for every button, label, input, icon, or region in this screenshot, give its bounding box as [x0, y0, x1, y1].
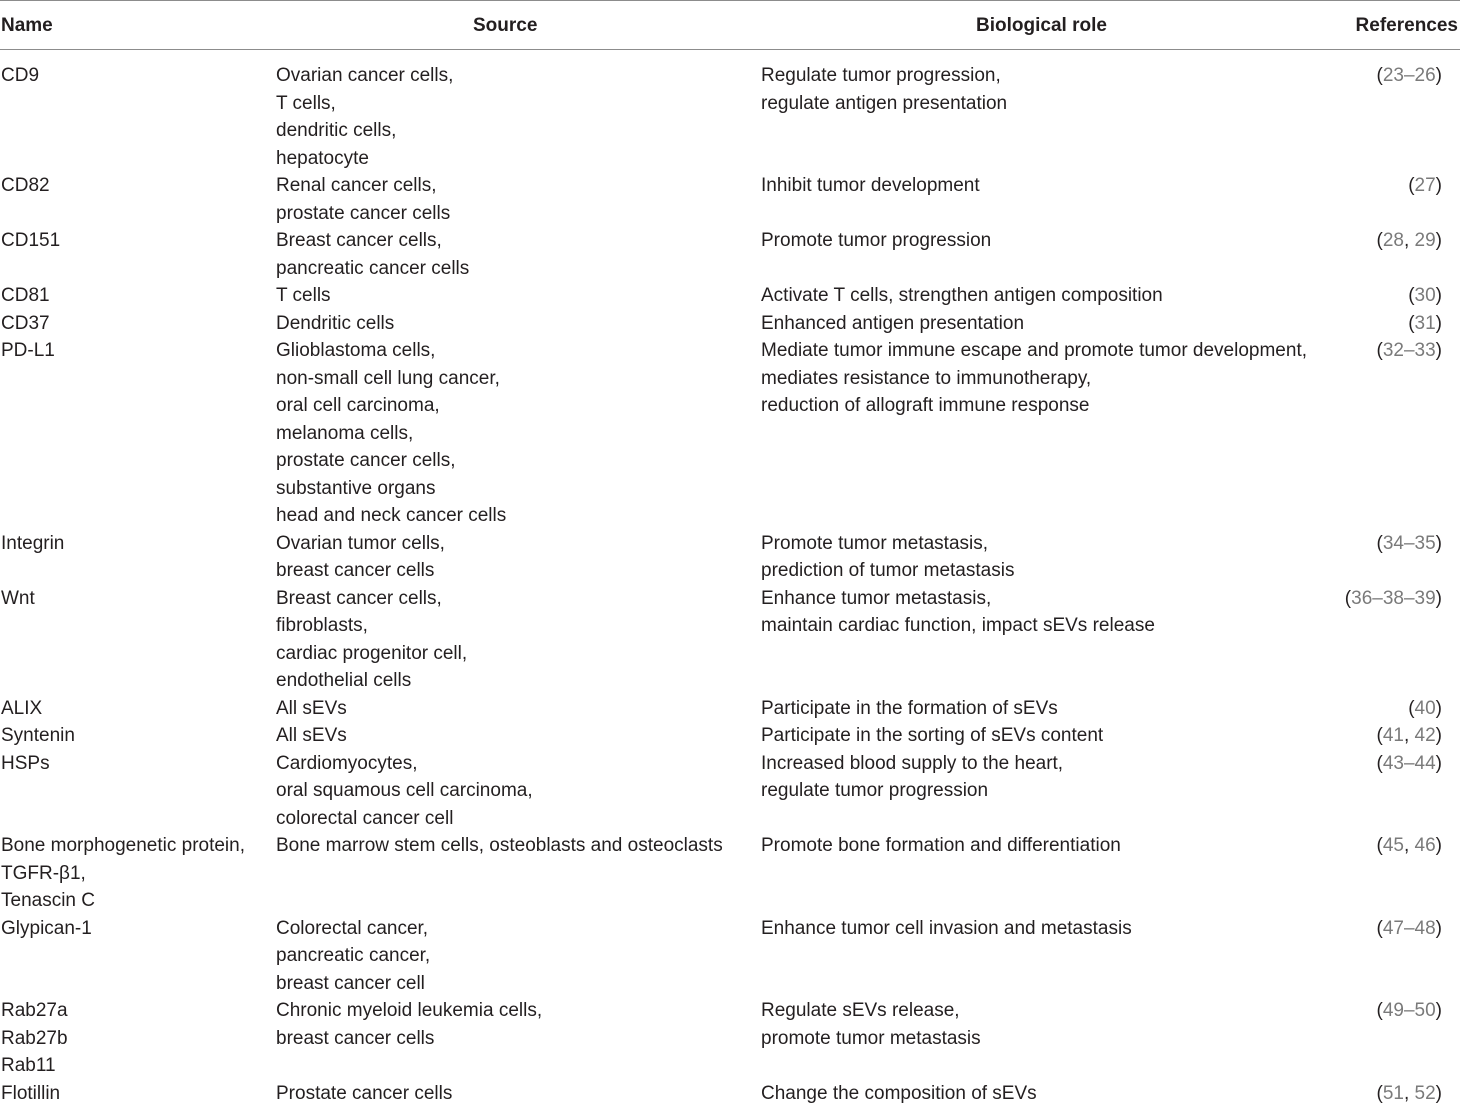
- reference-link[interactable]: 27: [1415, 175, 1436, 196]
- table-row: [0, 530, 1460, 585]
- cell-source-line: pancreatic cancer,: [276, 942, 756, 970]
- table-row: [0, 282, 1460, 310]
- table-row: [0, 997, 1460, 1080]
- cell-biological-role: [761, 172, 1351, 200]
- cell-source-line: Glioblastoma cells,: [276, 337, 756, 365]
- cell-biological-role-line: Regulate tumor progression,: [761, 62, 1351, 90]
- cell-source-line: Breast cancer cells,: [276, 227, 756, 255]
- cell-source-line: Ovarian cancer cells,: [276, 62, 756, 90]
- cell-source: [276, 310, 756, 338]
- cell-references: (27): [1408, 172, 1442, 200]
- cell-name: [1, 337, 273, 365]
- cell-biological-role-line: Mediate tumor immune escape and promote tumor development,: [761, 337, 1351, 365]
- cell-references: (49–50): [1377, 997, 1443, 1025]
- cell-references: (32–33): [1377, 337, 1443, 365]
- table-row: [0, 337, 1460, 530]
- cell-source: [276, 915, 756, 998]
- cell-source: [276, 1080, 756, 1107]
- cell-references: (30): [1408, 282, 1442, 310]
- table-row: [0, 750, 1460, 833]
- cell-source-line: breast cancer cell: [276, 970, 756, 998]
- cell-name: [1, 695, 273, 723]
- cell-biological-role-line: promote tumor metastasis: [761, 1025, 1351, 1053]
- cell-biological-role: [761, 832, 1351, 860]
- cell-name-line: Glypican-1: [1, 915, 273, 943]
- cell-references: (40): [1408, 695, 1442, 723]
- cell-name-line: CD82: [1, 172, 273, 200]
- cell-source: [276, 832, 756, 860]
- cell-biological-role-line: Enhance tumor cell invasion and metastasis: [761, 915, 1351, 943]
- cell-biological-role: [761, 282, 1351, 310]
- cell-references: (41, 42): [1377, 722, 1443, 750]
- table-row: [0, 310, 1460, 338]
- table-header: [0, 0, 1460, 50]
- reference-link[interactable]: 23–26: [1383, 65, 1436, 86]
- cell-biological-role: [761, 1080, 1351, 1107]
- reference-link[interactable]: 46: [1415, 835, 1436, 856]
- cell-biological-role-line: Promote bone formation and differentiation: [761, 832, 1351, 860]
- cell-source: [276, 585, 756, 695]
- table-row: [0, 915, 1460, 998]
- cell-name: [1, 1080, 273, 1107]
- cell-source: [276, 750, 756, 833]
- reference-link[interactable]: 49–50: [1383, 1000, 1436, 1021]
- cell-name: [1, 227, 273, 255]
- cell-name-line: Wnt: [1, 585, 273, 613]
- header-references: References: [1356, 14, 1458, 38]
- reference-link[interactable]: 28: [1383, 230, 1404, 251]
- cell-source-line: Colorectal cancer,: [276, 915, 756, 943]
- cell-name-line: CD151: [1, 227, 273, 255]
- reference-link[interactable]: 31: [1415, 313, 1436, 334]
- cell-biological-role-line: Inhibit tumor development: [761, 172, 1351, 200]
- table-row: [0, 832, 1460, 915]
- cell-source: [276, 997, 756, 1052]
- cell-biological-role-line: Participate in the formation of sEVs: [761, 695, 1351, 723]
- reference-link[interactable]: 40: [1415, 698, 1436, 719]
- cell-source-line: breast cancer cells: [276, 1025, 756, 1053]
- cell-biological-role-line: mediates resistance to immunotherapy,: [761, 365, 1351, 393]
- cell-name-line: HSPs: [1, 750, 273, 778]
- reference-link[interactable]: 36–38–39: [1351, 588, 1436, 609]
- cell-references: (34–35): [1377, 530, 1443, 558]
- cell-biological-role: [761, 227, 1351, 255]
- table-row: [0, 227, 1460, 282]
- cell-name-line: CD9: [1, 62, 273, 90]
- cell-name-line: TGFR-β1,: [1, 860, 273, 888]
- cell-name-line: Flotillin: [1, 1080, 273, 1107]
- cell-name: [1, 750, 273, 778]
- cell-source-line: T cells: [276, 282, 756, 310]
- cell-source-line: oral squamous cell carcinoma,: [276, 777, 756, 805]
- cell-name: [1, 282, 273, 310]
- cell-source: [276, 172, 756, 227]
- cell-name: [1, 172, 273, 200]
- cell-biological-role: [761, 997, 1351, 1052]
- cell-name-line: Bone morphogenetic protein,: [1, 832, 273, 860]
- cell-source-line: Bone marrow stem cells, osteoblasts and osteoclasts: [276, 832, 756, 860]
- cell-biological-role: [761, 722, 1351, 750]
- cell-source-line: endothelial cells: [276, 667, 756, 695]
- cell-source-line: Cardiomyocytes,: [276, 750, 756, 778]
- cell-biological-role-line: regulate tumor progression: [761, 777, 1351, 805]
- cell-name-line: Syntenin: [1, 722, 273, 750]
- table-body: [0, 62, 1460, 1107]
- header-name: Name: [1, 14, 53, 38]
- cell-references: (45, 46): [1377, 832, 1443, 860]
- cell-source-line: T cells,: [276, 90, 756, 118]
- cell-source: [276, 722, 756, 750]
- table-row: [0, 62, 1460, 172]
- cell-biological-role: [761, 62, 1351, 117]
- cell-biological-role: [761, 337, 1351, 420]
- table-row: [0, 722, 1460, 750]
- header-source: Source: [473, 14, 537, 38]
- cell-name: [1, 530, 273, 558]
- cell-source: [276, 227, 756, 282]
- cell-source: [276, 282, 756, 310]
- cell-references: (51, 52): [1377, 1080, 1443, 1107]
- cell-name: [1, 915, 273, 943]
- header-biological-role: Biological role: [976, 14, 1107, 38]
- reference-link[interactable]: 34–35: [1383, 533, 1436, 554]
- cell-biological-role-line: Enhanced antigen presentation: [761, 310, 1351, 338]
- cell-biological-role: [761, 585, 1351, 640]
- cell-source: [276, 695, 756, 723]
- cell-name-line: Integrin: [1, 530, 273, 558]
- cell-source-line: prostate cancer cells: [276, 200, 756, 228]
- cell-source-line: non-small cell lung cancer,: [276, 365, 756, 393]
- cell-source: [276, 62, 756, 172]
- cell-source-line: cardiac progenitor cell,: [276, 640, 756, 668]
- cell-references: (31): [1408, 310, 1442, 338]
- cell-biological-role: [761, 750, 1351, 805]
- cell-biological-role: [761, 310, 1351, 338]
- reference-link[interactable]: 29: [1415, 230, 1436, 251]
- cell-name-line: PD-L1: [1, 337, 273, 365]
- cell-name-line: Tenascin C: [1, 887, 273, 915]
- cell-biological-role-line: Promote tumor metastasis,: [761, 530, 1351, 558]
- table-row: [0, 172, 1460, 227]
- cell-biological-role-line: Enhance tumor metastasis,: [761, 585, 1351, 613]
- cell-source: [276, 337, 756, 530]
- cell-biological-role-line: reduction of allograft immune response: [761, 392, 1351, 420]
- cell-name-line: CD81: [1, 282, 273, 310]
- cell-biological-role-line: Participate in the sorting of sEVs content: [761, 722, 1351, 750]
- cell-references: (47–48): [1377, 915, 1443, 943]
- cell-biological-role: [761, 695, 1351, 723]
- cell-biological-role: [761, 530, 1351, 585]
- cell-biological-role-line: Increased blood supply to the heart,: [761, 750, 1351, 778]
- cell-source-line: oral cell carcinoma,: [276, 392, 756, 420]
- cell-name: [1, 310, 273, 338]
- cell-source-line: All sEVs: [276, 722, 756, 750]
- cell-source-line: Dendritic cells: [276, 310, 756, 338]
- cell-biological-role-line: Change the composition of sEVs: [761, 1080, 1351, 1107]
- cell-name: [1, 997, 273, 1080]
- reference-link[interactable]: 41: [1383, 725, 1404, 746]
- cell-biological-role-line: regulate antigen presentation: [761, 90, 1351, 118]
- cell-source-line: hepatocyte: [276, 145, 756, 173]
- cell-source-line: Renal cancer cells,: [276, 172, 756, 200]
- reference-link[interactable]: 45: [1383, 835, 1404, 856]
- cell-source-line: colorectal cancer cell: [276, 805, 756, 833]
- cell-name-line: CD37: [1, 310, 273, 338]
- reference-link[interactable]: 47–48: [1383, 918, 1436, 939]
- table-row: [0, 695, 1460, 723]
- reference-link[interactable]: 43–44: [1383, 753, 1436, 774]
- cell-biological-role-line: Promote tumor progression: [761, 227, 1351, 255]
- cell-references: (36–38–39): [1345, 585, 1442, 613]
- cell-name-line: ALIX: [1, 695, 273, 723]
- cell-source-line: breast cancer cells: [276, 557, 756, 585]
- cell-biological-role-line: Regulate sEVs release,: [761, 997, 1351, 1025]
- cell-biological-role-line: maintain cardiac function, impact sEVs release: [761, 612, 1351, 640]
- reference-link[interactable]: 51: [1383, 1083, 1404, 1104]
- cell-name: [1, 585, 273, 613]
- reference-link[interactable]: 52: [1415, 1083, 1436, 1104]
- cell-source-line: dendritic cells,: [276, 117, 756, 145]
- reference-link[interactable]: 42: [1415, 725, 1436, 746]
- reference-link[interactable]: 30: [1415, 285, 1436, 306]
- cell-name: [1, 832, 273, 915]
- cell-references: (23–26): [1377, 62, 1443, 90]
- cell-references: (43–44): [1377, 750, 1443, 778]
- cell-references: (28, 29): [1377, 227, 1443, 255]
- cell-name-line: Rab27b: [1, 1025, 273, 1053]
- cell-name-line: Rab11: [1, 1052, 273, 1080]
- cell-source: [276, 530, 756, 585]
- cell-source-line: melanoma cells,: [276, 420, 756, 448]
- cell-name: [1, 722, 273, 750]
- cell-source-line: Ovarian tumor cells,: [276, 530, 756, 558]
- cell-source-line: Breast cancer cells,: [276, 585, 756, 613]
- reference-link[interactable]: 32–33: [1383, 340, 1436, 361]
- cell-biological-role: [761, 915, 1351, 943]
- cell-source-line: prostate cancer cells,: [276, 447, 756, 475]
- table-row: [0, 1080, 1460, 1107]
- cell-source-line: pancreatic cancer cells: [276, 255, 756, 283]
- cell-source-line: Chronic myeloid leukemia cells,: [276, 997, 756, 1025]
- cell-source-line: fibroblasts,: [276, 612, 756, 640]
- table-row: [0, 585, 1460, 695]
- cell-source-line: Prostate cancer cells: [276, 1080, 756, 1107]
- cell-source-line: All sEVs: [276, 695, 756, 723]
- cell-source-line: head and neck cancer cells: [276, 502, 756, 530]
- cell-name-line: Rab27a: [1, 997, 273, 1025]
- cell-biological-role-line: prediction of tumor metastasis: [761, 557, 1351, 585]
- cell-biological-role-line: Activate T cells, strengthen antigen composition: [761, 282, 1351, 310]
- cell-name: [1, 62, 273, 90]
- cell-source-line: substantive organs: [276, 475, 756, 503]
